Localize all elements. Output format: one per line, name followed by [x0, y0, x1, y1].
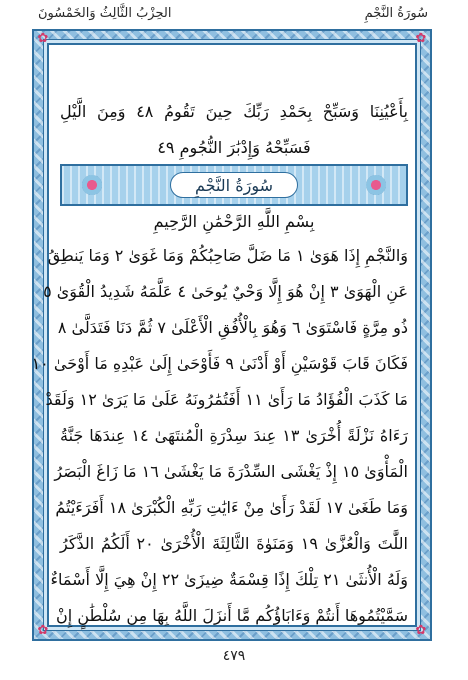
surah-title-banner: [60, 164, 408, 206]
verse-line: وَمَا طَغَىٰ ١٧ لَقَدْ رَأَىٰ مِنْ ءَايَٰتِ رَبِّهِ الْكُبْرَىٰ ١٨ أَفَرَءَيْتُمُ: [55, 498, 408, 517]
rosette-icon: [366, 175, 386, 195]
verse-line: عَنِ الْهَوَىٰ ٣ إِنْ هُوَ إِلَّا وَحْيٌ يُوحَىٰ ٤ عَلَّمَهُ شَدِيدُ الْقُوَىٰ ٥: [43, 282, 408, 301]
verse-line: بِأَعْيُنِنَا وَسَبِّحْ بِحَمْدِ رَبِّكَ حِينَ تَقُومُ ٤٨ وَمِنَ الَّيْلِ: [60, 102, 408, 121]
corner-flower-icon: ✿: [37, 31, 49, 46]
verse-line: ذُو مِرَّةٍ فَاسْتَوَىٰ ٦ وَهُوَ بِالْأُفُقِ الْأَعْلَىٰ ٧ ثُمَّ دَنَا فَتَدَلَّىٰ ٨: [57, 318, 408, 337]
header-surah-name: سُورَةُ النَّجْمِ: [364, 6, 428, 21]
verse-line: الْمَأْوَىٰ ١٥ إِذْ يَغْشَى السِّدْرَةَ مَا يَغْشَىٰ ١٦ مَا زَاغَ الْبَصَرُ: [54, 462, 408, 481]
previous-surah-ending: [60, 94, 408, 166]
page-number: ٤٧٩: [222, 648, 246, 664]
corner-flower-icon: ✿: [37, 623, 49, 638]
verse-text-block: [31, 238, 408, 634]
hizb-label: الحِزْبُ الثَّالِثُ وَالخَمْسُونَ: [38, 6, 172, 21]
surah-title: سُورَةُ النَّجْمِ: [170, 172, 298, 198]
verse-line: سَمَّيْتُمُوهَا أَنتُمْ وَءَابَاؤُكُم مَّا أَنزَلَ اللَّهُ بِهَا مِن سُلْطَٰنٍ إِنْ: [56, 606, 408, 625]
verse-line: اللَّٰتَ وَالْعُزَّىٰ ١٩ وَمَنَوٰةَ الثَّالِثَةَ الْأُخْرَىٰ ٢٠ أَلَكُمُ الذَّكَرُ: [60, 534, 408, 553]
basmala: بِسْمِ اللَّهِ الرَّحْمَٰنِ الرَّحِيمِ: [153, 212, 315, 231]
verse-line: وَلَهُ الْأُنثَىٰ ٢١ تِلْكَ إِذًا قِسْمَةٌ ضِيزَىٰ ٢٢ إِنْ هِيَ إِلَّا أَسْمَاءٌ: [50, 570, 408, 589]
verse-line: مَا كَذَبَ الْفُؤَادُ مَا رَأَىٰ ١١ أَفَتُمَٰرُونَهُ عَلَىٰ مَا يَرَىٰ ١٢ وَلَقَدْ: [45, 390, 408, 409]
rosette-icon: [82, 175, 102, 195]
corner-flower-icon: ✿: [415, 31, 427, 46]
corner-flower-icon: ✿: [415, 623, 427, 638]
verse-line: فَسَبِّحْهُ وَإِدْبَٰرَ النُّجُومِ ٤٩: [157, 138, 311, 157]
verse-line: فَكَانَ قَابَ قَوْسَيْنِ أَوْ أَدْنَىٰ ٩ فَأَوْحَىٰ إِلَىٰ عَبْدِهِ مَا أَوْحَىٰ ١٠: [31, 354, 408, 373]
verse-line: رَءَاهُ نَزْلَةً أُخْرَىٰ ١٣ عِندَ سِدْرَةِ الْمُنتَهَىٰ ١٤ عِندَهَا جَنَّةُ: [60, 426, 408, 445]
verse-line: وَالنَّجْمِ إِذَا هَوَىٰ ١ مَا ضَلَّ صَاحِبُكُمْ وَمَا غَوَىٰ ٢ وَمَا يَنطِقُ: [47, 246, 408, 265]
